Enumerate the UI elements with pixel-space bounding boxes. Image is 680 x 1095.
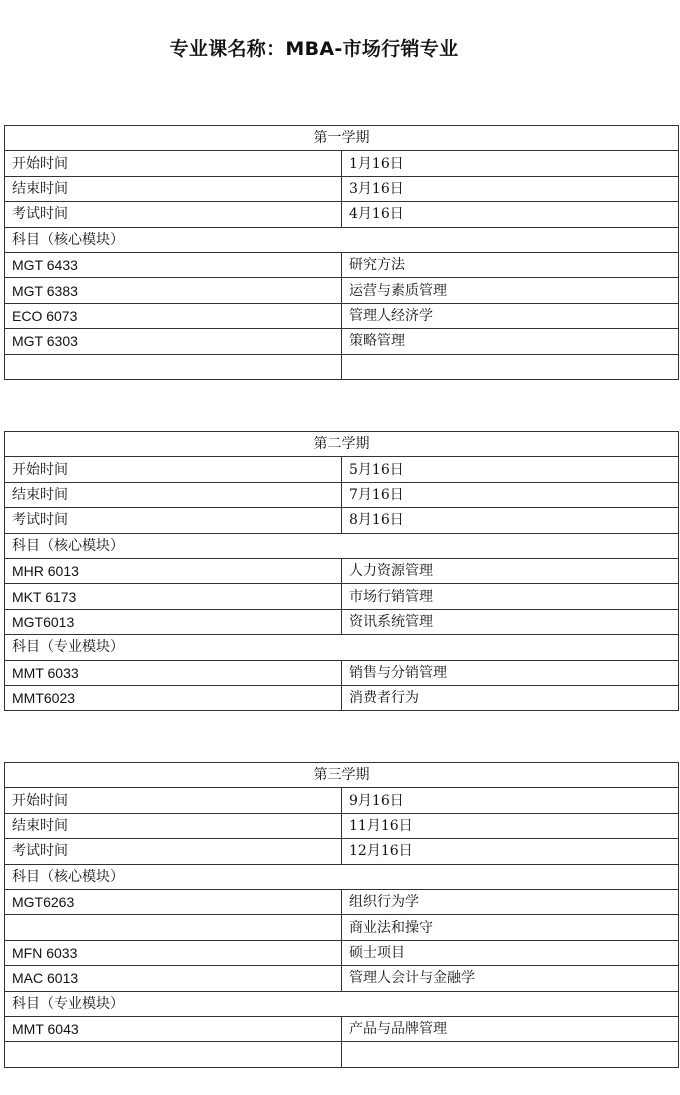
table-row bbox=[5, 303, 679, 328]
row-value: 组织行为学 bbox=[342, 889, 679, 914]
row-value: 研究方法 bbox=[342, 252, 679, 277]
row-key: MKT 6173 bbox=[5, 584, 342, 609]
row-value: 7月16日 bbox=[342, 482, 679, 507]
row-key: 考试时间 bbox=[5, 839, 342, 864]
row-value: 3月16日 bbox=[342, 176, 679, 201]
row-key: 考试时间 bbox=[5, 202, 342, 227]
row-value bbox=[342, 1042, 679, 1067]
module-section-label: 科目（专业模块） bbox=[5, 991, 679, 1016]
table-row bbox=[5, 176, 679, 201]
row-value: 12月16日 bbox=[342, 839, 679, 864]
row-key: ECO 6073 bbox=[5, 303, 342, 328]
row-value bbox=[342, 354, 679, 379]
module-section-label: 科目（核心模块） bbox=[5, 864, 679, 889]
semester-title: 第一学期 bbox=[5, 126, 679, 151]
row-value: 管理人经济学 bbox=[342, 303, 679, 328]
row-key bbox=[5, 1042, 342, 1067]
table-row bbox=[5, 354, 679, 379]
row-value: 1月16日 bbox=[342, 151, 679, 176]
module-section-label: 科目（专业模块） bbox=[5, 635, 679, 660]
row-key: MHR 6013 bbox=[5, 558, 342, 583]
table-row bbox=[5, 685, 679, 710]
row-value: 8月16日 bbox=[342, 508, 679, 533]
row-key: MMT 6033 bbox=[5, 660, 342, 685]
table-row bbox=[5, 788, 679, 813]
row-value: 管理人会计与金融学 bbox=[342, 966, 679, 991]
row-key: MGT6263 bbox=[5, 889, 342, 914]
table-row bbox=[5, 202, 679, 227]
row-key: MAC 6013 bbox=[5, 966, 342, 991]
row-key: MGT 6383 bbox=[5, 278, 342, 303]
table-row bbox=[5, 278, 679, 303]
row-key: MGT 6303 bbox=[5, 329, 342, 354]
module-section-label: 科目（核心模块） bbox=[5, 533, 679, 558]
table-row bbox=[5, 329, 679, 354]
module-section-label: 科目（核心模块） bbox=[5, 227, 679, 252]
row-key: 结束时间 bbox=[5, 813, 342, 838]
module-section-row bbox=[5, 864, 679, 889]
row-value: 消费者行为 bbox=[342, 685, 679, 710]
row-value: 运营与素质管理 bbox=[342, 278, 679, 303]
row-value: 销售与分销管理 bbox=[342, 660, 679, 685]
row-value: 4月16日 bbox=[342, 202, 679, 227]
table-row bbox=[5, 839, 679, 864]
row-key: 结束时间 bbox=[5, 176, 342, 201]
table-row bbox=[5, 151, 679, 176]
table-row bbox=[5, 508, 679, 533]
row-value: 5月16日 bbox=[342, 457, 679, 482]
row-key bbox=[5, 915, 342, 940]
table-row bbox=[5, 889, 679, 914]
row-key: 结束时间 bbox=[5, 482, 342, 507]
row-value: 11月16日 bbox=[342, 813, 679, 838]
semester-header-row bbox=[5, 763, 679, 788]
module-section-row bbox=[5, 533, 679, 558]
semester-title: 第三学期 bbox=[5, 763, 679, 788]
table-row bbox=[5, 1042, 679, 1067]
table-row bbox=[5, 1016, 679, 1041]
table-row bbox=[5, 252, 679, 277]
row-key: MMT 6043 bbox=[5, 1016, 342, 1041]
row-value: 资讯系统管理 bbox=[342, 609, 679, 634]
semester-table-2 bbox=[4, 431, 679, 711]
row-value: 9月16日 bbox=[342, 788, 679, 813]
row-key: MGT6013 bbox=[5, 609, 342, 634]
row-value: 市场行销管理 bbox=[342, 584, 679, 609]
table-row bbox=[5, 813, 679, 838]
table-row bbox=[5, 915, 679, 940]
row-value: 硕士项目 bbox=[342, 940, 679, 965]
row-key: 开始时间 bbox=[5, 457, 342, 482]
row-key: MGT 6433 bbox=[5, 252, 342, 277]
table-row bbox=[5, 940, 679, 965]
row-value: 策略管理 bbox=[342, 329, 679, 354]
row-value: 产品与品牌管理 bbox=[342, 1016, 679, 1041]
module-section-row bbox=[5, 635, 679, 660]
table-row bbox=[5, 660, 679, 685]
table-row bbox=[5, 558, 679, 583]
module-section-row bbox=[5, 227, 679, 252]
row-key: 开始时间 bbox=[5, 151, 342, 176]
module-section-row bbox=[5, 991, 679, 1016]
table-row bbox=[5, 457, 679, 482]
semester-header-row bbox=[5, 432, 679, 457]
document-title: 专业课名称：MBA-市场行销专业 bbox=[169, 38, 459, 60]
table-row bbox=[5, 584, 679, 609]
row-key: MFN 6033 bbox=[5, 940, 342, 965]
row-key: 考试时间 bbox=[5, 508, 342, 533]
row-value: 人力资源管理 bbox=[342, 558, 679, 583]
semester-title: 第二学期 bbox=[5, 432, 679, 457]
table-row bbox=[5, 482, 679, 507]
row-key bbox=[5, 354, 342, 379]
table-row bbox=[5, 966, 679, 991]
row-key: 开始时间 bbox=[5, 788, 342, 813]
semester-table-1 bbox=[4, 125, 679, 380]
row-key: MMT6023 bbox=[5, 685, 342, 710]
row-value: 商业法和操守 bbox=[342, 915, 679, 940]
semester-header-row bbox=[5, 126, 679, 151]
semester-table-3 bbox=[4, 762, 679, 1068]
table-row bbox=[5, 609, 679, 634]
